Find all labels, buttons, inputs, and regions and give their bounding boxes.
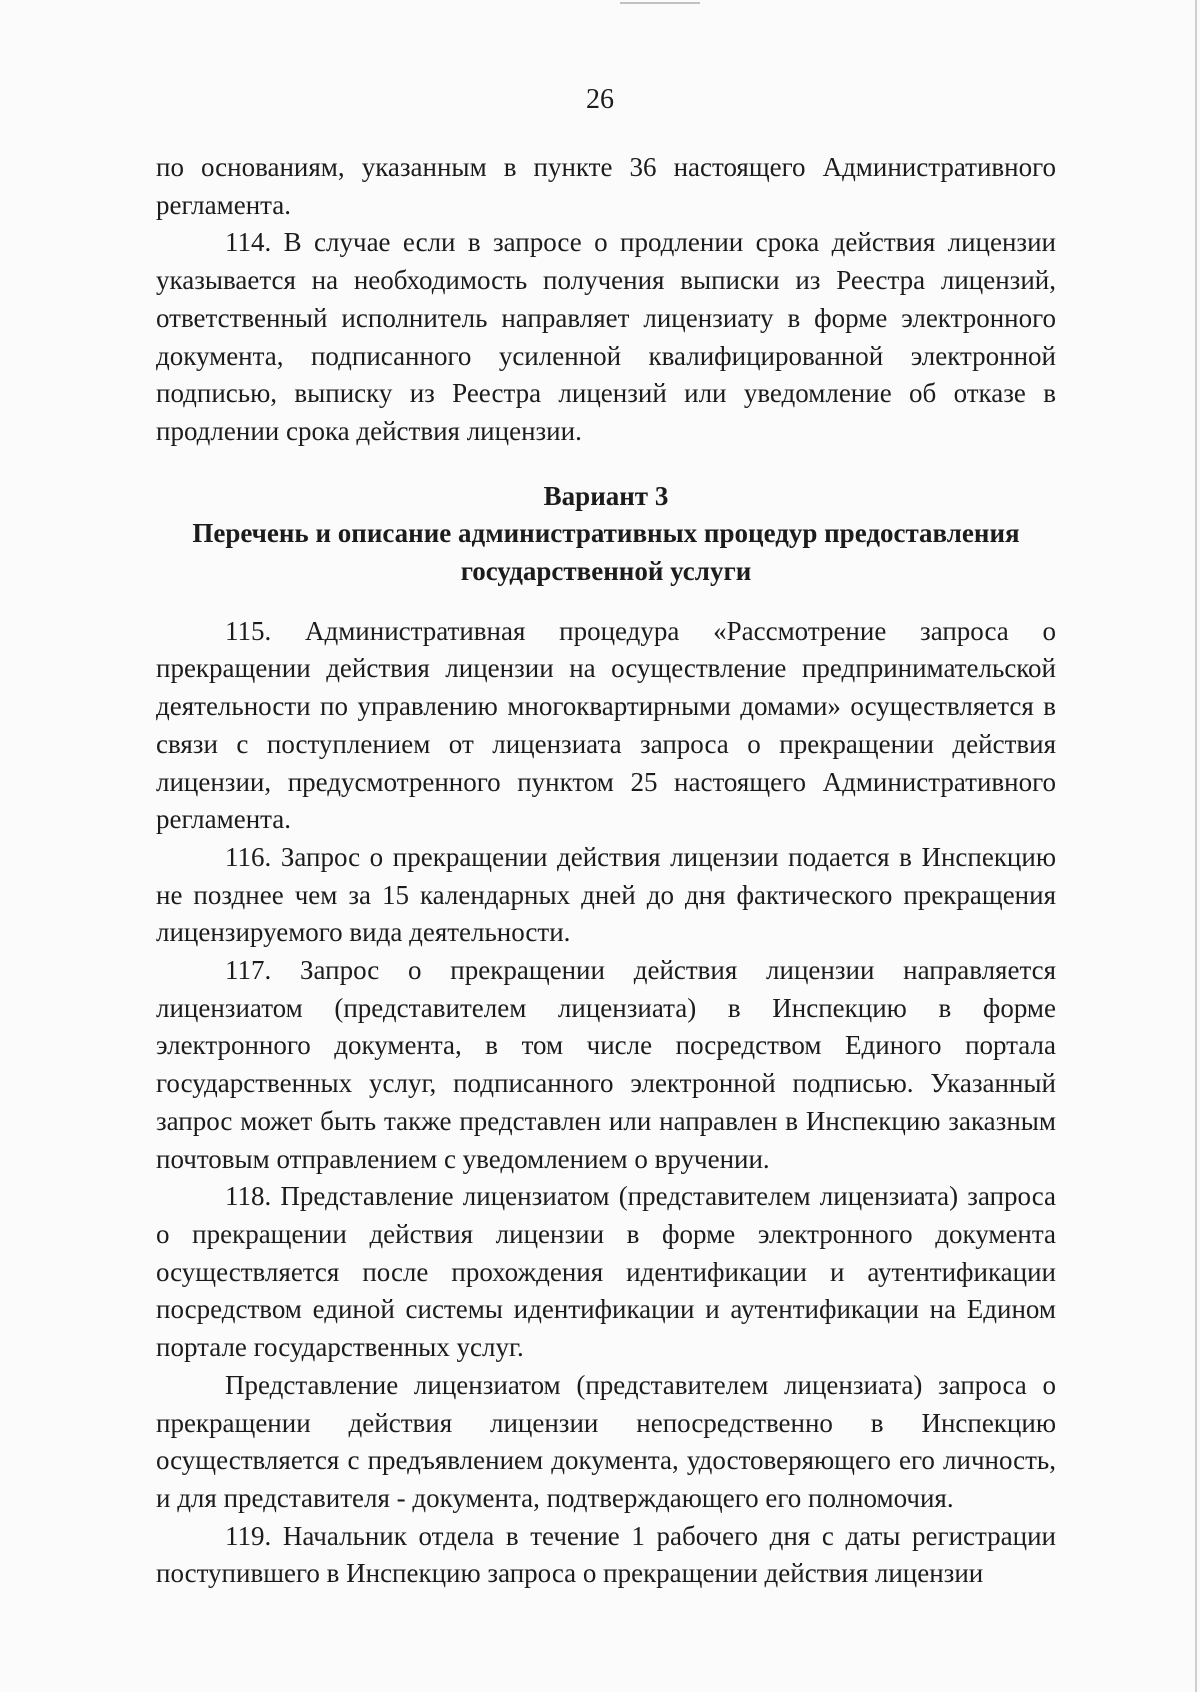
section-title-line-1: Перечень и описание административных процедур предоставления [192,518,1020,549]
paragraph-114: 114. В случае если в запросе о продлении срока действия лицензии указывается на необходимость получения выписки из Реестра лицензий, ответственный исполнитель направляет лицензиату в форме электронного документа, подписанного усиленной квалифицированной электронной подписью, выписку из Реестра лицензий или уведомление об отказе в продлении срока действия лицензии. [156,227,1056,446]
paragraph-118-continued: Представление лицензиатом (представителем лицензиата) запроса о прекращении действия лицензии непосредственно в Инспекцию осуществляется с предъявлением документа, удостоверяющего его личность, и для представителя - документа, подтверждающего его полномочия. [156,1369,1056,1513]
section-variant-heading: Вариант 3 [543,480,669,511]
paragraph-119: 119. Начальник отдела в течение 1 рабочего дня с даты регистрации поступившего в Инспекцию запроса о прекращении действия лицензии [156,1520,1056,1589]
paragraph-118: 118. Представление лицензиатом (представителем лицензиата) запроса о прекращении действия лицензии в форме электронного документа осуществляется после прохождения идентификации и аутентификации посредством единой системы идентификации и аутентификации на Едином портале государственных услуг. [156,1181,1056,1363]
paragraph-116: 116. Запрос о прекращении действия лицензии подается в Инспекцию не позднее чем за 15 календарных дней до дня фактического прекращения лицензируемого вида деятельности. [156,841,1056,948]
section-title-line-2: государственной услуги [460,556,752,587]
paragraph-continuation: по основаниям, указанным в пункте 36 настоящего Административного регламента. [156,152,1056,220]
paragraph-115: 115. Административная процедура «Рассмотрение запроса о прекращении действия лицензии на осуществление предпринимательской деятельности по управлению многоквартирными домами» осуществляется в связи с поступлением от лицензиата запроса о прекращении действия лицензии, предусмотренного пунктом 25 настоящего Административного регламента. [156,615,1056,835]
page-number: 26 [586,84,614,115]
paragraph-117: 117. Запрос о прекращении действия лицензии направляется лицензиатом (представителем лицензиата) в Инспекцию в форме электронного документа, в том числе посредством Единого портала государственных услуг, подписанного электронной подписью. Указанный запрос может быть также представлен или направлен в Инспекцию заказным почтовым отправлением с уведомлением о вручении. [156,955,1056,1174]
document-body [156,149,1056,1593]
